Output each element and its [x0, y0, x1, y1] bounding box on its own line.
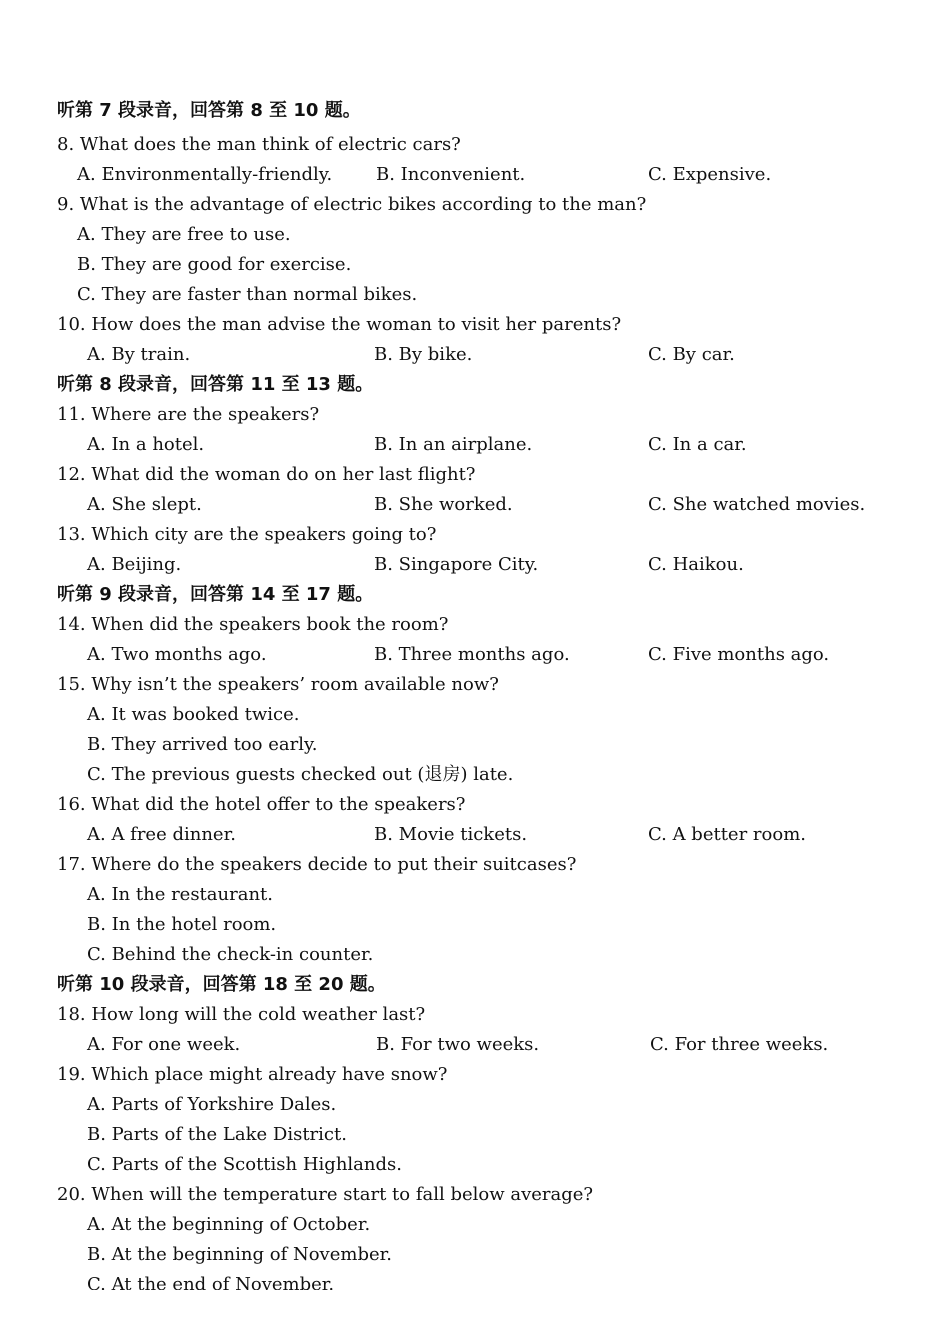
section-heading-9: 听第 9 段录音，回答第 14 至 17 题。: [57, 584, 374, 605]
question-13-option-c: C. Haikou.: [648, 554, 744, 575]
question-10-option-c: C. By car.: [648, 344, 735, 365]
question-20-option-a: A. At the beginning of October.: [87, 1214, 371, 1235]
question-14-option-a: A. Two months ago.: [87, 644, 267, 665]
question-9-option-c: C. They are faster than normal bikes.: [77, 284, 418, 305]
question-19-option-b: B. Parts of the Lake District.: [87, 1124, 347, 1145]
question-12-option-b: B. She worked.: [374, 494, 513, 515]
question-19-stem: 19. Which place might already have snow?: [57, 1064, 448, 1085]
question-19-option-a: A. Parts of Yorkshire Dales.: [87, 1094, 337, 1115]
question-18-stem: 18. How long will the cold weather last?: [57, 1004, 426, 1025]
question-10-option-a: A. By train.: [87, 344, 191, 365]
question-12-option-c: C. She watched movies.: [648, 494, 866, 515]
question-8-option-a: A. Environmentally-friendly.: [77, 164, 333, 185]
question-15-option-a: A. It was booked twice.: [87, 704, 300, 725]
question-16-option-b: B. Movie tickets.: [374, 824, 528, 845]
question-18-option-a: A. For one week.: [87, 1034, 241, 1055]
question-11-option-a: A. In a hotel.: [87, 434, 205, 455]
question-11-stem: 11. Where are the speakers?: [57, 404, 320, 425]
question-15-option-b: B. They arrived too early.: [87, 734, 318, 755]
question-13-option-b: B. Singapore City.: [374, 554, 539, 575]
question-18-option-c: C. For three weeks.: [650, 1034, 829, 1055]
question-16-option-c: C. A better room.: [648, 824, 806, 845]
question-16-stem: 16. What did the hotel offer to the speakers?: [57, 794, 466, 815]
question-17-option-a: A. In the restaurant.: [87, 884, 274, 905]
question-15-option-c: C. The previous guests checked out (退房) late.: [87, 764, 514, 785]
question-11-option-b: B. In an airplane.: [374, 434, 533, 455]
question-17-option-b: B. In the hotel room.: [87, 914, 277, 935]
question-19-option-c: C. Parts of the Scottish Highlands.: [87, 1154, 402, 1175]
question-20-option-b: B. At the beginning of November.: [87, 1244, 392, 1265]
question-8-stem: 8. What does the man think of electric cars?: [57, 134, 461, 155]
question-17-option-c: C. Behind the check-in counter.: [87, 944, 374, 965]
question-9-option-a: A. They are free to use.: [77, 224, 291, 245]
question-8-option-b: B. Inconvenient.: [376, 164, 526, 185]
question-10-option-b: B. By bike.: [374, 344, 473, 365]
question-12-option-a: A. She slept.: [87, 494, 202, 515]
question-14-stem: 14. When did the speakers book the room?: [57, 614, 449, 635]
question-15-stem: 15. Why isn’t the speakers’ room available now?: [57, 674, 499, 695]
question-9-stem: 9. What is the advantage of electric bikes according to the man?: [57, 194, 647, 215]
question-14-option-b: B. Three months ago.: [374, 644, 570, 665]
question-16-option-a: A. A free dinner.: [87, 824, 236, 845]
question-8-option-c: C. Expensive.: [648, 164, 772, 185]
question-20-stem: 20. When will the temperature start to fall below average?: [57, 1184, 594, 1205]
question-17-stem: 17. Where do the speakers decide to put their suitcases?: [57, 854, 577, 875]
question-9-option-b: B. They are good for exercise.: [77, 254, 352, 275]
question-13-option-a: A. Beijing.: [87, 554, 182, 575]
section-heading-7: 听第 7 段录音，回答第 8 至 10 题。: [57, 100, 361, 121]
question-11-option-c: C. In a car.: [648, 434, 747, 455]
question-12-stem: 12. What did the woman do on her last flight?: [57, 464, 476, 485]
section-heading-10: 听第 10 段录音，回答第 18 至 20 题。: [57, 974, 386, 995]
question-18-option-b: B. For two weeks.: [376, 1034, 540, 1055]
question-13-stem: 13. Which city are the speakers going to?: [57, 524, 437, 545]
question-14-option-c: C. Five months ago.: [648, 644, 830, 665]
question-10-stem: 10. How does the man advise the woman to visit her parents?: [57, 314, 622, 335]
question-20-option-c: C. At the end of November.: [87, 1274, 335, 1290]
section-heading-8: 听第 8 段录音，回答第 11 至 13 题。: [57, 374, 374, 395]
